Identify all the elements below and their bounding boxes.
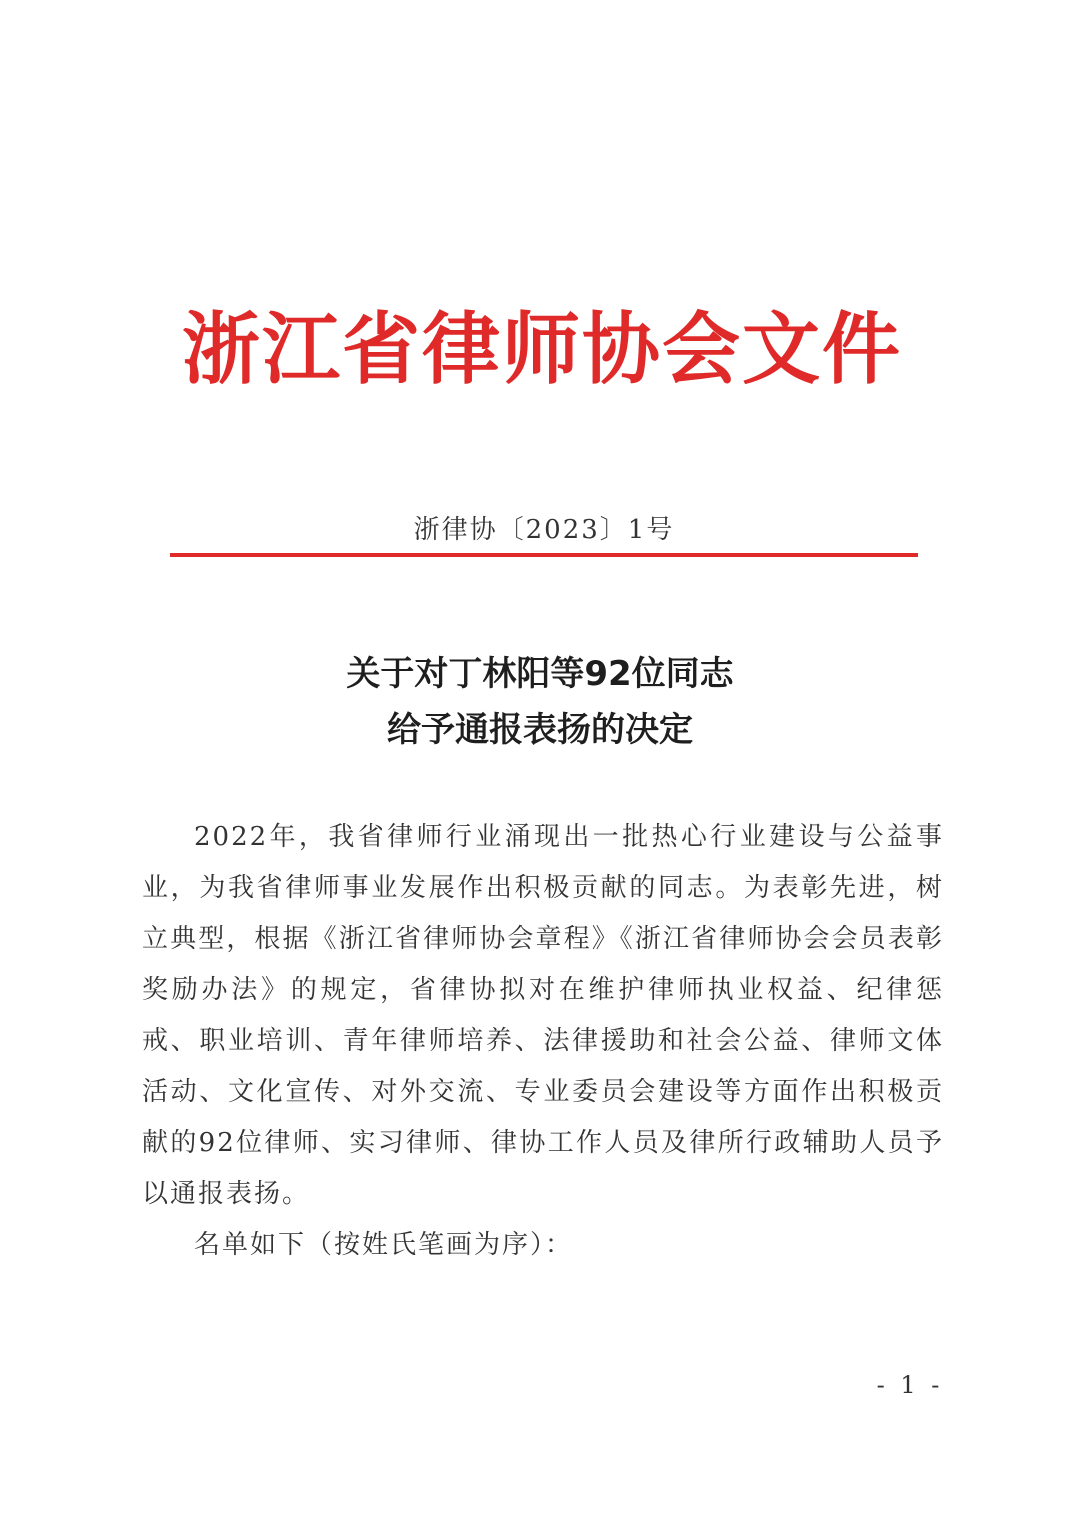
body-paragraph-2: 名单如下（按姓氏笔画为序）： <box>194 1230 574 1260</box>
red-divider-line <box>170 553 918 557</box>
document-body <box>142 812 944 1271</box>
title-line-1: 关于对丁林阳等92位同志 <box>346 654 734 694</box>
org-header-title: 浙江省律师协会文件 <box>181 304 902 395</box>
document-title <box>140 646 940 758</box>
page-number: - 1 - <box>876 1371 944 1399</box>
body-paragraph-1: 2022年，我省律师行业涌现出一批热心行业建设与公益事业，为我省律师事业发展作出积极贡献的同志。为表彰先进，树立典型，根据《浙江省律师协会章程》《浙江省律师协会会员表彰奖励办法》的规定，省律协拟对在维护律师执业权益、纪律惩戒、职业培训、青年律师培养、法律援助和社会公益、律师文体活动、文化宣传、对外交流、专业委员会建设等方面作出积极贡献的92位律师、实习律师、律协工作人员及律所行政辅助人员予以通报表扬。 <box>142 822 944 1209</box>
document-number: 浙律协〔2023〕1号 <box>413 515 675 545</box>
title-line-2: 给予通报表扬的决定 <box>387 710 693 750</box>
